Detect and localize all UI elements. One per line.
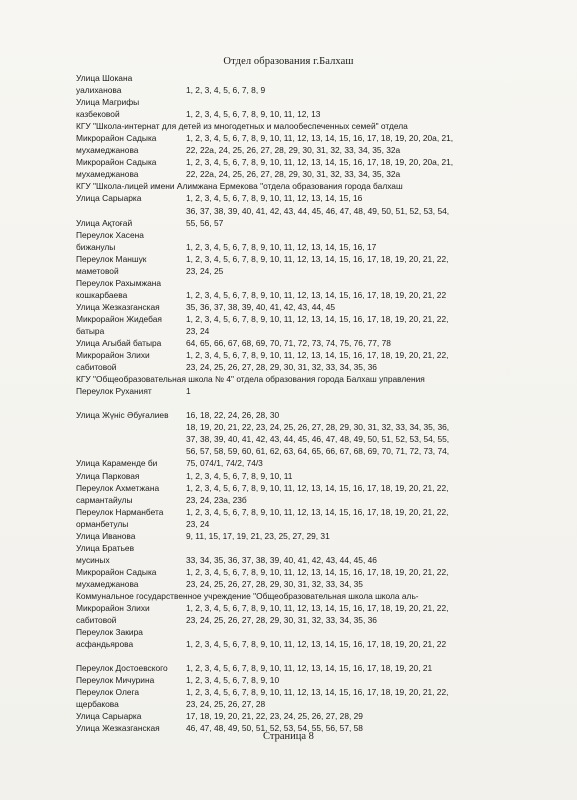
- street-name: Переулок Нарманбета: [76, 506, 164, 517]
- house-numbers: 17, 18, 19, 20, 21, 22, 23, 24, 25, 26, 27, 28, 29: [186, 711, 363, 722]
- street-row: [76, 301, 566, 313]
- institution-heading: Коммунальное государственное учреждение "Общеобразовательная школа школа аль-: [76, 590, 419, 601]
- street-row: [76, 518, 566, 530]
- institution-heading: КГУ "Школа-интернат для детей из многодетных и малообеспеченных семей" отдела: [76, 121, 408, 132]
- street-name: Микрорайон Жидебая: [76, 313, 162, 324]
- street-name: Микрорайон Садыка: [76, 157, 157, 168]
- street-row: [76, 578, 566, 590]
- street-name: сабитовой: [76, 615, 117, 626]
- street-row: [76, 313, 566, 325]
- house-numbers: 23, 24: [186, 518, 210, 529]
- street-row: [76, 626, 566, 638]
- street-name: Переулок Руханият: [76, 386, 152, 397]
- street-name: Микрорайон Садыка: [76, 133, 157, 144]
- street-name: Улица Жезказганская: [76, 301, 160, 312]
- blank-spacer: [76, 397, 566, 409]
- street-row: [76, 710, 566, 722]
- street-row: [76, 289, 566, 301]
- street-row: [76, 482, 566, 494]
- page-header-title: Отдел образования г.Балхаш: [223, 56, 354, 67]
- house-numbers: 1, 2, 3, 4, 5, 6, 7, 8, 9, 10, 11, 12, 13, 14, 15, 16 36, 37, 38, 39, 40, 41, 42, 43, 44, 45, 46, 47, 48, 49, 50, 51, 52, 53, 54,: [186, 193, 450, 216]
- house-numbers: 1, 2, 3, 4, 5, 6, 7, 8, 9, 10, 11: [186, 470, 293, 481]
- house-numbers: 16, 18, 22, 24, 26, 28, 30 18, 19, 20, 21, 22, 23, 24, 25, 26, 27, 28, 29, 30, 31, 32, 33, 34, 35, 36, 37, 38, 39, 40, 41, 42, 43, 44, 45, 46, 47, 48, 49, 50, 51, 52, 53, 54, 55, 56, 57, 58, 59, 60, 61, 62, 63, 64, 65, 66, 67, 68, 69, 70, 71, 72, 73, 74,: [186, 410, 450, 457]
- street-name: Улица Агыбай батыра: [76, 338, 162, 349]
- house-numbers: 1, 2, 3, 4, 5, 6, 7, 8, 9, 10, 11, 12, 13, 14, 15, 16, 17, 18, 19, 20, 21, 22,: [186, 506, 449, 517]
- house-numbers: 1, 2, 3, 4, 5, 6, 7, 8, 9, 10, 11, 12, 13, 14, 15, 16, 17, 18, 19, 20, 21, 22: [186, 289, 447, 300]
- house-numbers: 46, 47, 48, 49, 50, 51, 52, 53, 54, 55, 56, 57, 58: [186, 723, 363, 734]
- house-numbers: 1, 2, 3, 4, 5, 6, 7, 8, 9, 10, 11, 12, 13, 14, 15, 16, 17, 18, 19, 20, 21, 22,: [186, 687, 449, 698]
- house-numbers: 9, 11, 15, 17, 19, 21, 23, 25, 27, 29, 31: [186, 530, 330, 541]
- street-row: [76, 349, 566, 361]
- address-list: [76, 72, 566, 734]
- institution-heading: КГУ "Школа-лицей имени Алимжана Ермекова "отдела образования города балхаш: [76, 181, 403, 192]
- street-name: Переулок Ахметжана: [76, 482, 160, 493]
- house-numbers: 1, 2, 3, 4, 5, 6, 7, 8, 9, 10, 11, 12, 13, 14, 15, 16, 17, 18, 19, 20, 21, 22,: [186, 482, 449, 493]
- house-numbers: 22, 22а, 24, 25, 26, 27, 28, 29, 30, 31, 32, 33, 34, 35, 32а: [186, 145, 401, 156]
- street-name: Переулок Рахымжана: [76, 277, 162, 288]
- street-name: мухамеджанова: [76, 145, 139, 156]
- street-row: [76, 241, 566, 253]
- street-row: [76, 192, 566, 216]
- page-number: Страница 8: [263, 731, 314, 742]
- street-name: казбековой: [76, 109, 120, 120]
- street-name: Улица Караменде би: [76, 458, 158, 469]
- house-numbers: 1, 2, 3, 4, 5, 6, 7, 8, 9, 10, 11, 12, 13, 14, 15, 16, 17, 18, 19, 20, 21, 22: [186, 639, 447, 650]
- street-name: кошкарбаева: [76, 289, 128, 300]
- street-row: [76, 168, 566, 180]
- street-name: батыра: [76, 325, 105, 336]
- house-numbers: 23, 24, 25, 26, 27, 28: [186, 699, 266, 710]
- street-row: [76, 457, 566, 469]
- street-name: Улица Братьев: [76, 542, 135, 553]
- street-name: Микрорайон Злихи: [76, 603, 150, 614]
- street-row: [76, 144, 566, 156]
- house-numbers: 22, 22а, 24, 25, 26, 27, 28, 29, 30, 31, 32, 33, 34, 35, 32а: [186, 169, 401, 180]
- street-row: [76, 566, 566, 578]
- street-name: сабитовой: [76, 362, 117, 373]
- street-name: уалиханова: [76, 85, 122, 96]
- street-row: [76, 662, 566, 674]
- street-row: [76, 698, 566, 710]
- house-numbers: 23, 24, 23а, 23б: [186, 494, 247, 505]
- street-name: Переулок Маншук: [76, 253, 147, 264]
- house-numbers: 23, 24, 25, 26, 27, 28, 29, 30, 31, 32, 33, 34, 35, 36: [186, 615, 377, 626]
- street-name: мусиных: [76, 554, 110, 565]
- house-numbers: 35, 36, 37, 38, 39, 40, 41, 42, 43, 44, 45: [186, 301, 336, 312]
- street-name: сармантайулы: [76, 494, 133, 505]
- house-numbers: 1, 2, 3, 4, 5, 6, 7, 8, 9, 10, 11, 12, 13, 14, 15, 16, 17, 18, 19, 20, 21, 22,: [186, 313, 449, 324]
- street-row: [76, 686, 566, 698]
- street-name: Улица Жезказганская: [76, 723, 160, 734]
- street-name: Переулок Достоевского: [76, 663, 168, 674]
- house-numbers: 1, 2, 3, 4, 5, 6, 7, 8, 9, 10, 11, 12, 13, 14, 15, 16, 17, 18, 19, 20, 21, 22,: [186, 253, 449, 264]
- institution-heading: КГУ "Общеобразовательная школа № 4" отдела образования города Балхаш управления: [76, 374, 425, 385]
- street-row: [76, 638, 566, 650]
- street-row: [76, 72, 566, 84]
- street-row: [76, 132, 566, 144]
- house-numbers: 23, 24, 25, 26, 27, 28, 29, 30, 31, 32, 33, 34, 35: [186, 578, 363, 589]
- street-row: [76, 156, 566, 168]
- house-numbers: 1, 2, 3, 4, 5, 6, 7, 8, 9, 10, 11, 12, 13, 14, 15, 16, 17, 18, 19, 20, 20а, 21,: [186, 133, 454, 144]
- street-name: Микрорайон Садыка: [76, 566, 157, 577]
- street-row: [76, 337, 566, 349]
- house-numbers: 1: [186, 386, 191, 397]
- house-numbers: 1, 2, 3, 4, 5, 6, 7, 8, 9, 10, 11, 12, 13, 14, 15, 16, 17, 18, 19, 20, 20а, 21,: [186, 157, 454, 168]
- house-numbers: 1, 2, 3, 4, 5, 6, 7, 8, 9, 10, 11, 12, 13, 14, 15, 16, 17: [186, 241, 377, 252]
- street-row: [76, 614, 566, 626]
- street-row: [76, 494, 566, 506]
- house-numbers: 1, 2, 3, 4, 5, 6, 7, 8, 9, 10, 11, 12, 13, 14, 15, 16, 17, 18, 19, 20, 21, 22,: [186, 566, 449, 577]
- street-name: Улица Сарыарка: [76, 711, 142, 722]
- street-name: мухамеджанова: [76, 169, 139, 180]
- house-numbers: 1, 2, 3, 4, 5, 6, 7, 8, 9: [186, 85, 266, 96]
- street-name: бижанулы: [76, 241, 116, 252]
- street-row: [76, 108, 566, 120]
- street-name: маметовой: [76, 265, 119, 276]
- street-row: [76, 530, 566, 542]
- street-name: Улица Иванова: [76, 530, 136, 541]
- street-row: [76, 542, 566, 554]
- street-name: орманбетулы: [76, 518, 129, 529]
- blank-spacer: [76, 650, 566, 662]
- street-name: Улица Сарыарка: [76, 193, 142, 204]
- street-row: [76, 506, 566, 518]
- street-row: [76, 409, 566, 457]
- street-row: [76, 265, 566, 277]
- house-numbers: 55, 56, 57: [186, 217, 224, 228]
- street-name: Улица Ақтоғай: [76, 217, 133, 228]
- street-name: Улица Магрифы: [76, 97, 140, 108]
- house-numbers: 75, 074/1, 74/2, 74/3: [186, 458, 263, 469]
- house-numbers: 33, 34, 35, 36, 37, 38, 39, 40, 41, 42, 43, 44, 45, 46: [186, 554, 377, 565]
- house-numbers: 1, 2, 3, 4, 5, 6, 7, 8, 9, 10, 11, 12, 13, 14, 15, 16, 17, 18, 19, 20, 21, 22,: [186, 603, 449, 614]
- street-name: Улица Парковая: [76, 470, 140, 481]
- street-row: [76, 554, 566, 566]
- street-row: [76, 229, 566, 241]
- street-row: [76, 217, 566, 229]
- street-name: мухамеджанова: [76, 578, 139, 589]
- street-row: [76, 674, 566, 686]
- house-numbers: 1, 2, 3, 4, 5, 6, 7, 8, 9, 10: [186, 675, 280, 686]
- house-numbers: 1, 2, 3, 4, 5, 6, 7, 8, 9, 10, 11, 12, 13, 14, 15, 16, 17, 18, 19, 20, 21: [186, 663, 433, 674]
- street-row: [76, 325, 566, 337]
- street-name: Микрорайон Злихи: [76, 350, 150, 361]
- street-name: Переулок Мичурина: [76, 675, 155, 686]
- street-name: Улица Шокана: [76, 73, 133, 83]
- street-row: [76, 602, 566, 614]
- house-numbers: 1, 2, 3, 4, 5, 6, 7, 8, 9, 10, 11, 12, 13, 14, 15, 16, 17, 18, 19, 20, 21, 22,: [186, 350, 449, 361]
- street-name: щербакова: [76, 699, 119, 710]
- street-name: Переулок Хасена: [76, 229, 144, 240]
- street-row: [76, 470, 566, 482]
- street-row: [76, 361, 566, 373]
- street-name: асфандьярова: [76, 639, 134, 650]
- street-name: Переулок Олега: [76, 687, 140, 698]
- house-numbers: 23, 24, 25: [186, 265, 224, 276]
- street-row: [76, 385, 566, 397]
- street-row: [76, 96, 566, 108]
- house-numbers: 23, 24: [186, 325, 210, 336]
- street-name: Переулок Закира: [76, 627, 143, 638]
- house-numbers: 23, 24, 25, 26, 27, 28, 29, 30, 31, 32, 33, 34, 35, 36: [186, 362, 377, 373]
- street-row: [76, 277, 566, 289]
- street-row: [76, 253, 566, 265]
- house-numbers: 64, 65, 66, 67, 68, 69, 70, 71, 72, 73, 74, 75, 76, 77, 78: [186, 338, 391, 349]
- street-name: Улица Жүніс Әбуғалиев: [76, 410, 169, 421]
- street-row: [76, 84, 566, 96]
- house-numbers: 1, 2, 3, 4, 5, 6, 7, 8, 9, 10, 11, 12, 13: [186, 109, 321, 120]
